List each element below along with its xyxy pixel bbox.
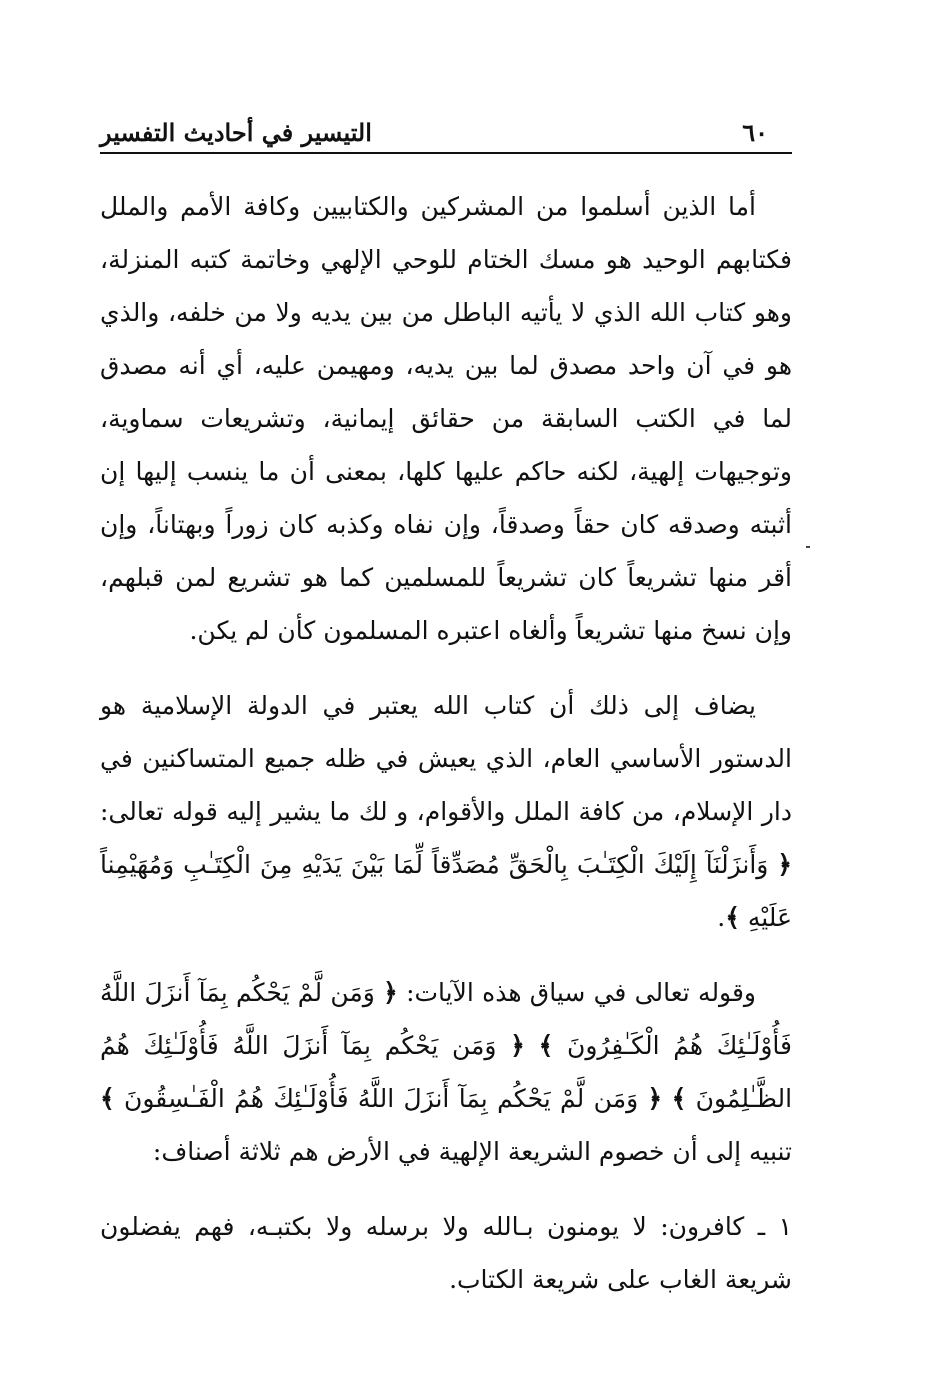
paragraph-4-text: ١ ـ كافرون: لا يومنون بـالله ولا برسله ولا بكتبـه، فهم يفضلون شريعة الغاب على شريعة الكتاب.: [100, 1212, 792, 1294]
quran-verse-4: وَمَن لَّمْ يَحْكُم بِمَآ أَنزَلَ اللَّهُ فَأُوْلَـٰئِكَ هُمُ الْفَـٰسِقُونَ: [124, 1084, 639, 1113]
paragraph-2-text-after: .: [717, 903, 726, 932]
paragraph-1: [100, 180, 792, 657]
paragraph-3-text-before: وقوله تعالى في سياق هذه الآيات:: [406, 978, 756, 1007]
paragraph-3: [100, 966, 792, 1178]
paragraph-3-text-after: تنبيه إلى أن خصوم الشريعة الإلهية في الأرض هم ثلاثة أصناف:: [152, 1137, 792, 1166]
quran-close-bracket: ﴾: [671, 1084, 687, 1113]
paragraph-2-text-before: يضاف إلى ذلك أن كتاب الله يعتبر في الدولة الإسلامية هو الدستور الأساسي العام، الذي يعيش في ظله جميع المتساكنين في دار الإسلام، من كافة الملل والأقوام، و لك ما يشير إليه قوله تعالى:: [100, 691, 792, 826]
running-title: التيسير في أحاديث التفسير: [100, 118, 372, 147]
quran-verse-3: وَمَن يَحْكُم بِمَآ أَنزَلَ اللَّهُ فَأُوْلَـٰئِكَ هُمُ الظَّـٰلِمُونَ: [100, 1031, 793, 1113]
page-number: ٦٠: [742, 118, 768, 147]
paragraph-2: [100, 679, 792, 944]
quran-open-bracket: ﴿: [383, 978, 398, 1007]
quran-open-bracket: ﴿: [510, 1031, 525, 1060]
margin-mark: [806, 546, 810, 548]
quran-open-bracket: ﴿: [647, 1084, 663, 1113]
paragraph-1-text: أما الذين أسلموا من المشركين والكتابيين وكافة الأمم والملل فكتابهم الوحيد هو مسك الختام للوحي الإلهي وخاتمة كتبه المنزلة، وهو كتاب الله الذي لا يأتيه الباطل من بين يديه ولا من خلفه، والذي هو في آن واحد مصدق لما بين يديه، ومهيمن عليه، أي أنه مصدق لما في الكتب السابقة من حقائق إيمانية، وتشريعات سماوية، وتوجيهات إلهية، لكنه حاكم عليها كلها، بمعنى أن ما ينسب إليها إن أثبته وصدقه كان حقاً وصدقاً، وإن نفاه وكذبه كان زوراً وبهتاناً، وإن أقر منها تشريعاً كان تشريعاً للمسلمين كما هو تشريع لمن قبلهم، وإن نسخ منها تشريعاً وألغاه اعتبره المسلمون كأن لم يكن.: [100, 192, 792, 645]
quran-close-bracket: ﴾: [538, 1031, 554, 1060]
quran-close-bracket: ﴾: [100, 1084, 115, 1113]
quran-open-bracket: ﴿: [777, 850, 793, 879]
page-body: [100, 180, 792, 1328]
quran-verse-2: وَمَن لَّمْ يَحْكُم بِمَآ أَنزَلَ اللَّهُ فَأُوْلَـٰئِكَ هُمُ الْكَـٰفِرُونَ: [100, 978, 792, 1060]
page-header: [100, 112, 792, 154]
quran-verse-1: وَأَنزَلْنَآ إِلَيْكَ الْكِتَـٰبَ بِالْحَقِّ مُصَدِّقاً لِّمَا بَيْنَ يَدَيْهِ مِنَ الْكِتَـٰبِ وَمُهَيْمِناً عَلَيْهِ: [100, 850, 792, 932]
paragraph-4: [100, 1200, 792, 1306]
quran-close-bracket: ﴾: [725, 903, 740, 932]
